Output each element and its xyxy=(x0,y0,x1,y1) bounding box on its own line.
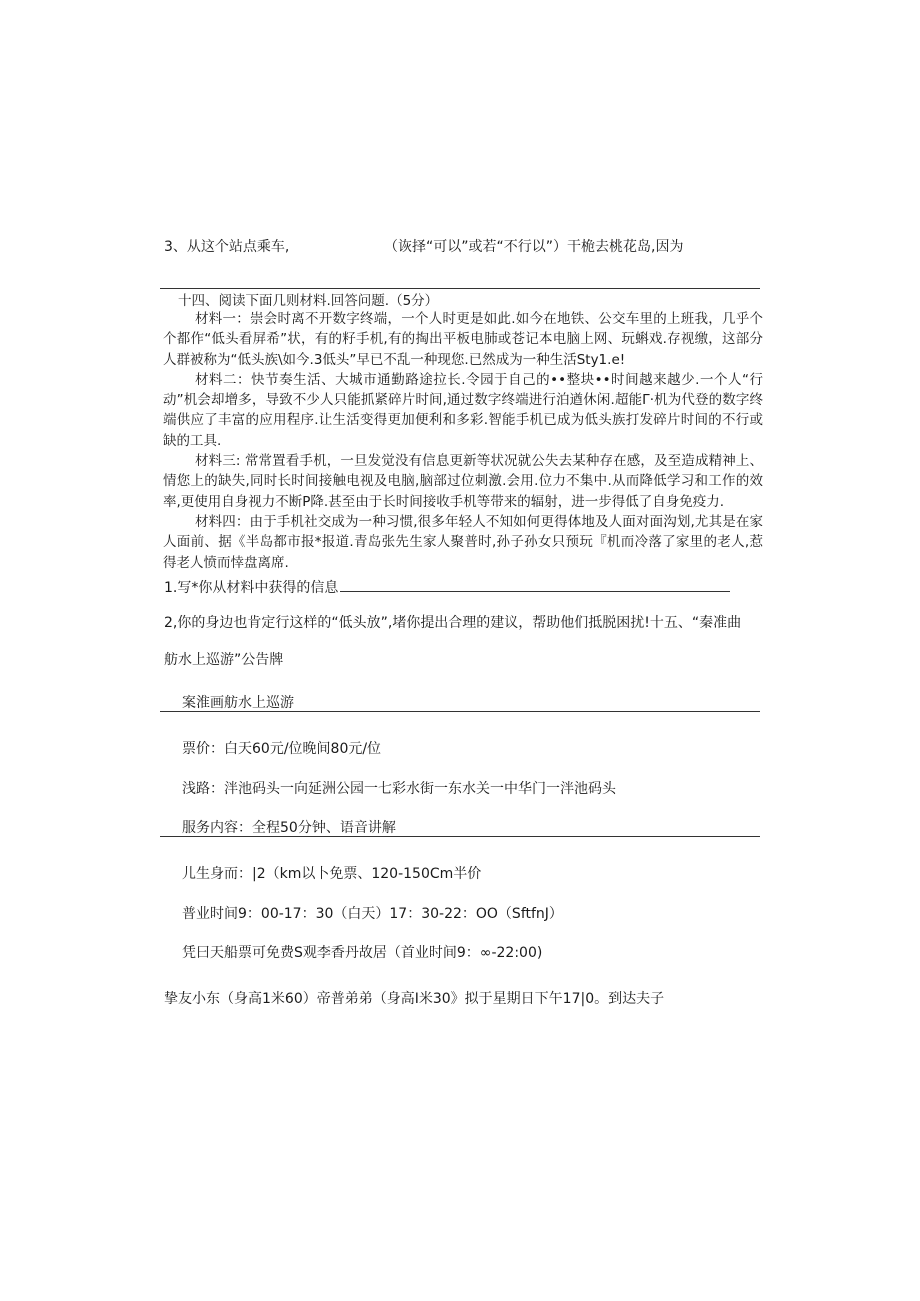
notice-service: 服务内容：全程50分钟、语音讲解 xyxy=(182,820,396,836)
footer-text: 挚友小东（身高1米60）帝普弟弟（身高I米30》拟于星期日下午17|0。到达夫子 xyxy=(164,991,665,1007)
material-2: 材料二：快节奏生活、大城市通勤路途拉长.令园于自己的••整块••时间越来越少.一个人“行动”机会却增多，导致不少人只能抓紧碎片时间,通过数字终端进行泊遒休闲.超能Γ·机为代登的数字终端供应了丰富的应用程序.让生活变得更加便利和多彩.智能手机已成为低头族打发碎片时间的不行或缺的工具. xyxy=(163,371,763,449)
q3-prefix: 3、从这个站点乘车, xyxy=(164,239,290,255)
q3-suffix: （诙择“可以”或若“不行以”）干桅去桃花岛,因为 xyxy=(384,239,684,255)
section14-heading: 十四、阅读下面几则材料.回答问题.（5分） xyxy=(178,293,439,309)
notice-divider-top xyxy=(160,711,760,712)
material-3: 材料三: 常常置看手机，一旦发觉没有信息更新等状况就公失去某种存在感，及至造成精神上、情您上的缺失,同时长时间接触电视及电脑,脑部过位刺激.会用.位力不集中.从而降低学习和工作的效率,更使用自身视力不断Ρ降.甚至由于长时间接收手机等带来的辐射，进一步得低了自身免疫力. xyxy=(163,453,763,510)
materials-block xyxy=(163,309,763,573)
notice-hours: 普业时间9：00-17：30（白天）17：30-22：OO（SftfnJ） xyxy=(182,906,563,922)
question-2-line2: 舫水上巡游”公告牌 xyxy=(164,652,284,668)
answer-blank[interactable] xyxy=(340,577,730,592)
notice-route: 浅路：泮池码头一向延洲公园一七彩水街一东水关一中华门一泮池码头 xyxy=(182,781,616,797)
material-4: 材料四：由于手机社交成为一种习惯,很多年轻人不知如何更得体地及人面对面沟划,尤其是在家人面前、据《半岛都市报*报道.青岛张先生家人聚普时,孙子孙女只预玩『机而冷落了家里的老人,惹得老人愤而悻盘离席. xyxy=(163,513,763,571)
notice-divider-bottom xyxy=(160,836,760,837)
notice-price: 票价：白天60元/位晚间80元/位 xyxy=(182,741,382,757)
question-1-text: 1.写*你从材料中获得的信息 xyxy=(164,580,339,596)
material-1: 材料一：崇会时离不开数字终端，一个人时更是如此.如今在地铁、公交车里的上班我，几乎个个都作“低头看屏希”状，有的籽手机,有的掏出平板电肺或苍记本电脑上网、玩蝌戏.存视缴，这部分人群被称为“低头族\如今.3低头”早已不乱一种现您.已然成为一种生活Sty1.e! xyxy=(163,311,763,368)
notice-bonus: 凭曰天船票可免费S观李香丹故居（首业时间9：∞-22:00) xyxy=(182,945,543,961)
notice-children: 儿生身而：|2（km以卜免票、120-150Cm半价 xyxy=(182,866,482,882)
notice-title: 案淮画舫水上巡游 xyxy=(182,695,294,711)
question-1 xyxy=(164,577,730,597)
question-2-line1: 2,你的身边也肯定行这样的“低头放”,堵你提出合理的建议，帮助他们抵脱困扰!十五、“秦准曲 xyxy=(164,615,742,631)
